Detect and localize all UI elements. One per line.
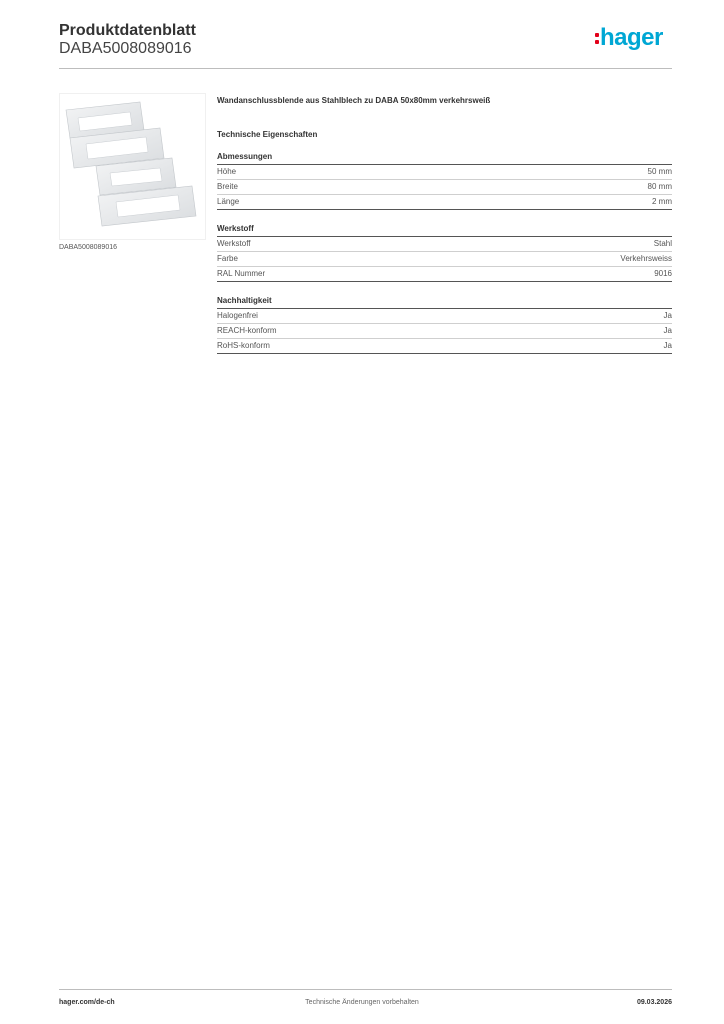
property-value: Ja [663, 341, 672, 350]
property-section [217, 295, 672, 354]
property-value: Ja [663, 311, 672, 320]
property-value: Ja [663, 326, 672, 335]
property-label: Breite [217, 182, 238, 191]
section-title: Abmessungen [217, 151, 672, 165]
footer-date: 09.03.2026 [636, 999, 672, 1006]
property-value: Verkehrsweiss [620, 254, 672, 263]
technical-properties-title: Technische Eigenschaften [217, 130, 318, 139]
property-row [217, 180, 672, 195]
section-title: Werkstoff [217, 223, 672, 237]
property-rows [217, 165, 672, 210]
property-rows [217, 309, 672, 354]
footer-notice: Technische Änderungen vorbehalten [305, 999, 419, 1006]
property-value: 50 mm [647, 167, 672, 176]
product-description: Wandanschlussblende aus Stahlblech zu DABA 50x80mm verkehrsweiß [217, 96, 491, 105]
cover-plates-image [60, 94, 205, 239]
property-label: Werkstoff [217, 239, 251, 248]
property-value: 2 mm [652, 197, 672, 206]
property-row [217, 237, 672, 252]
property-row [217, 195, 672, 210]
header-divider [59, 68, 672, 69]
property-section [217, 151, 672, 210]
image-caption: DABA5008089016 [59, 244, 117, 251]
property-label: Höhe [217, 167, 237, 176]
property-row [217, 309, 672, 324]
property-label: REACH-konform [217, 326, 277, 335]
property-value: 80 mm [647, 182, 672, 191]
product-details [217, 95, 672, 354]
page-title: Produktdatenblatt [59, 22, 196, 39]
section-title: Nachhaltigkeit [217, 295, 672, 309]
hager-logo [595, 26, 663, 50]
property-row [217, 339, 672, 354]
property-value: 9016 [654, 269, 672, 278]
footer-divider [59, 989, 672, 990]
property-sections [217, 151, 672, 354]
property-rows [217, 237, 672, 282]
property-row [217, 267, 672, 282]
property-label: RoHS-konform [217, 341, 270, 350]
property-section [217, 223, 672, 282]
property-label: RAL Nummer [217, 269, 266, 278]
footer-website-link[interactable]: hager.com/de-ch [59, 999, 115, 1006]
logo-dots-icon [595, 33, 599, 44]
logo-text: hager [600, 24, 663, 51]
property-row [217, 165, 672, 180]
property-label: Halogenfrei [217, 311, 258, 320]
property-row [217, 252, 672, 267]
property-row [217, 324, 672, 339]
article-number: DABA5008089016 [59, 40, 192, 57]
property-label: Länge [217, 197, 240, 206]
property-label: Farbe [217, 254, 238, 263]
property-value: Stahl [653, 239, 672, 248]
product-image [59, 93, 206, 240]
